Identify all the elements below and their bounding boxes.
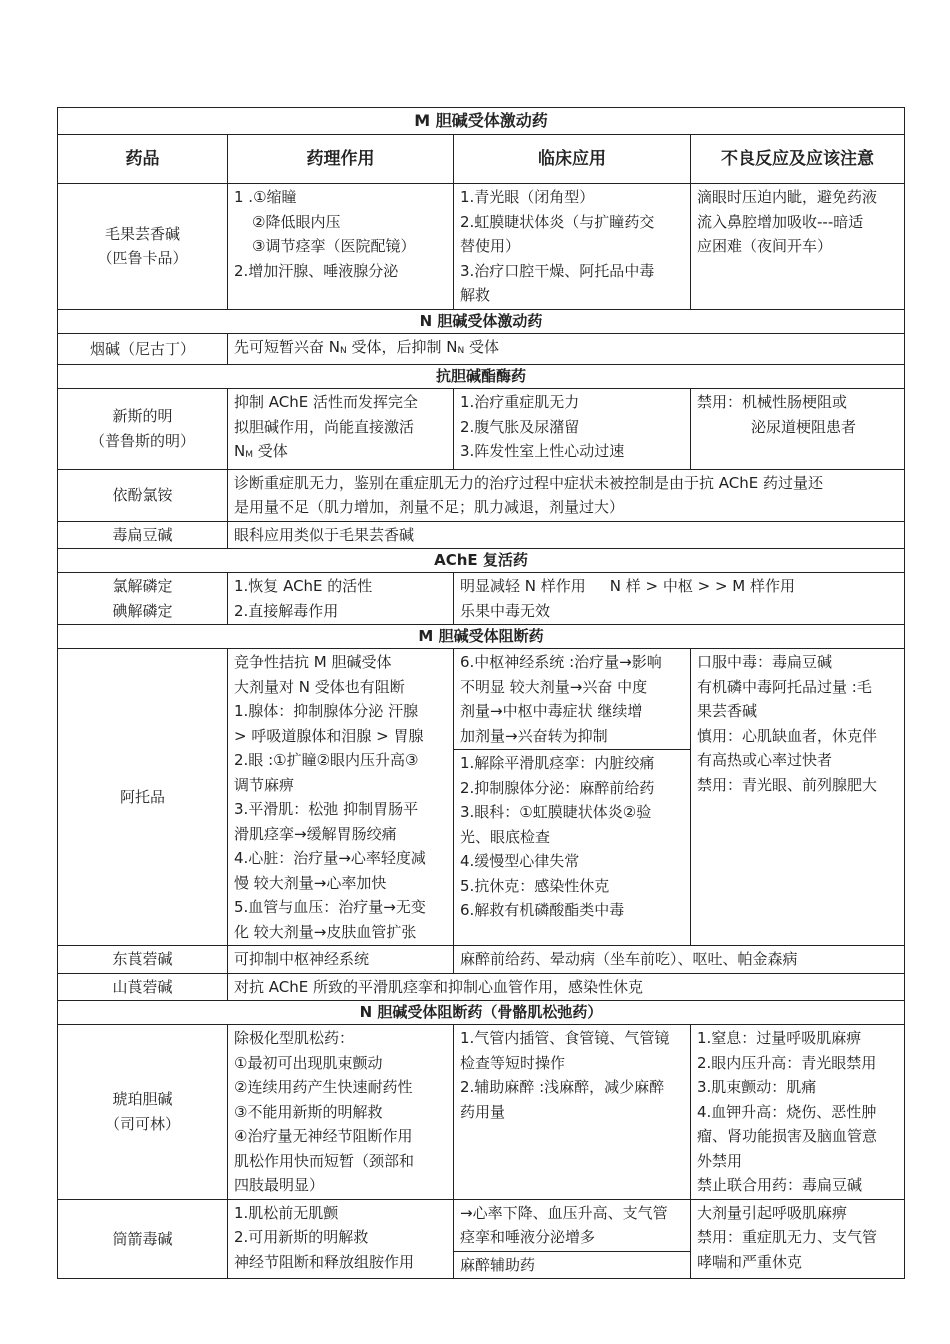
text-line: 禁用：青光眼、前列腺肥大 xyxy=(697,775,878,794)
clinical-effect-part xyxy=(454,1200,690,1251)
col-header-pharmacology: 药理作用 xyxy=(228,135,454,184)
pharmacology-cell: 可抑制中枢神经系统 xyxy=(228,946,454,974)
text-part: 受体，后抑制 N xyxy=(346,337,458,356)
row-pilocarpine xyxy=(58,184,905,310)
text-line: 流入鼻腔增加吸收---暗适 xyxy=(697,212,864,231)
text-line: 1.腺体：抑制腺体分泌 汗腺 xyxy=(234,702,419,720)
text-line: 解救 xyxy=(460,286,491,304)
drug-alias: （普鲁斯的明） xyxy=(89,431,195,450)
text-line xyxy=(234,439,447,468)
drug-name-cell xyxy=(58,573,228,625)
text-line: 5.血管与血压：治疗量→无变 xyxy=(234,898,426,916)
text-line: 调节麻痹 xyxy=(234,775,295,794)
text-line: 2.眼 :①扩瞳②眼内压升高③ xyxy=(234,751,419,769)
clinical-use-part xyxy=(454,1251,690,1279)
text-line: 哮喘和严重休克 xyxy=(697,1252,803,1271)
text-line: 泌尿道梗阻患者 xyxy=(751,417,857,436)
text-part: 受体 xyxy=(253,442,288,460)
text-line: 果芸香碱 xyxy=(697,702,758,720)
adverse-cell xyxy=(691,649,905,946)
description-cell: 对抗 AChE 所致的平滑肌痉挛和抑制心血管作用，感染性休克 xyxy=(228,973,905,1001)
text-line: 2.辅助麻醉 :浅麻醉，减少麻醉 xyxy=(460,1078,665,1096)
text-line: 禁止联合用药：毒扁豆碱 xyxy=(697,1176,863,1194)
text-line: 5.抗休克：感染性休克 xyxy=(460,876,610,895)
text-line: 1.青光眼（闭角型） xyxy=(460,188,595,206)
text-part: 受体 xyxy=(464,337,500,356)
drug-name: 山莨菪碱 xyxy=(58,973,228,1001)
adverse-cell xyxy=(691,389,905,470)
text-line: 有机磷中毒阿托品过量 :毛 xyxy=(697,677,872,696)
adverse-cell xyxy=(691,184,905,310)
text-line: 大剂量对 N 受体也有阻断 xyxy=(234,677,405,696)
text-line: 不明显 较大剂量→兴奋 中度 xyxy=(460,677,648,696)
drug-name-cell xyxy=(58,1025,228,1200)
text-line: 3.肌束颤动：肌痛 xyxy=(697,1078,817,1096)
text-line: 神经节阻断和释放组胺作用 xyxy=(234,1252,415,1271)
clinical-cell xyxy=(454,1199,691,1279)
text-line: 1.解除平滑肌痉挛：内脏绞痛 xyxy=(460,754,655,772)
text-line: →心率下降、血压升高、支气管 xyxy=(460,1203,668,1222)
text-line: 1.治疗重症肌无力 xyxy=(460,393,580,411)
text-line: 药用量 xyxy=(460,1102,506,1121)
text-line: 化 较大剂量→皮肤血管扩张 xyxy=(234,922,417,941)
text-line: ①最初可出现肌束颤动 xyxy=(234,1053,383,1072)
text-line: 抑制 AChE 活性而发挥完全 xyxy=(234,393,418,411)
clinical-uses-part xyxy=(454,749,690,924)
text-line: 1.窒息：过量呼吸肌麻痹 xyxy=(697,1029,862,1047)
text-line: 是用量不足（肌力增加，剂量不足；肌力减退，剂量过大） xyxy=(234,498,625,516)
clinical-cell xyxy=(454,1025,691,1200)
text-line: 光、眼底检查 xyxy=(460,827,551,846)
col-header-clinical: 临床应用 xyxy=(454,135,691,184)
drug-alias: （司可林） xyxy=(104,1114,180,1133)
text-line: 有高热或心率过快者 xyxy=(697,751,833,769)
drug-name: 筒箭毒碱 xyxy=(58,1199,228,1279)
drug-name: 毛果芸香碱 xyxy=(104,224,180,243)
text-line: 4.心脏：治疗量→心率轻度减 xyxy=(234,849,426,867)
text-line: 3.阵发性室上性心动过速 xyxy=(460,442,625,460)
row-tubocurarine xyxy=(58,1199,905,1279)
drug-name: 烟碱（尼古丁） xyxy=(58,333,228,365)
text-line: 3.眼科：①虹膜睫状体炎②验 xyxy=(460,803,652,821)
text-line: 四肢最明显） xyxy=(234,1176,325,1194)
text-line: 加剂量→兴奋转为抑制 xyxy=(460,726,608,745)
text-line: 2.增加汗腺、唾液腺分泌 xyxy=(234,261,399,280)
text-part: 先可短暂兴奋 N xyxy=(234,337,340,356)
text-line: 检查等短时操作 xyxy=(460,1053,566,1072)
text-line: 6.中枢神经系统 :治疗量→影响 xyxy=(460,653,662,671)
text-line: 6.解救有机磷酸酯类中毒 xyxy=(460,901,625,919)
pharmacology-cell xyxy=(228,573,454,625)
subscript: N xyxy=(457,345,465,356)
text-line: 1.肌松前无肌颤 xyxy=(234,1203,339,1222)
text-line: 4.血钾升高：烧伤、恶性肿 xyxy=(697,1102,877,1121)
row-succinylcholine xyxy=(58,1025,905,1200)
text-line: 乐果中毒无效 xyxy=(460,601,551,620)
clinical-cell xyxy=(454,389,691,470)
text-line: 4.缓慢型心律失常 xyxy=(460,852,580,870)
text-part: N xyxy=(234,442,246,460)
clinical-cell: 麻醉前给药、晕动病（坐车前吃）、呕吐、帕金森病 xyxy=(454,946,905,974)
text-line: 慎用：心肌缺血者，休克伴 xyxy=(697,726,878,745)
text-part: 明显减轻 N 样作用 xyxy=(460,577,586,595)
row-atropine xyxy=(58,649,905,946)
section-m-blocker: M 胆碱受体阻断药 xyxy=(58,625,905,649)
text-line xyxy=(460,574,898,599)
text-line: 竞争性拮抗 M 胆碱受体 xyxy=(234,653,392,671)
text-line: 肌松作用快而短暂（颈部和 xyxy=(234,1151,415,1170)
text-line: 剂量→中枢中毒症状 继续增 xyxy=(460,702,643,720)
drug-table xyxy=(57,107,905,1279)
text-part: N 样 > 中枢 > > M 样作用 xyxy=(609,577,796,595)
col-header-adverse: 不良反应及应该注意 xyxy=(691,135,905,184)
row-nicotine xyxy=(58,333,905,365)
text-line: 除极化型肌松药： xyxy=(234,1029,355,1047)
text-line: 口服中毒：毒扁豆碱 xyxy=(697,653,833,671)
text-line: 应困难（夜间开车） xyxy=(697,237,833,255)
drug-name: 依酚氯铵 xyxy=(58,469,228,521)
text-line: ④治疗量无神经节阻断作用 xyxy=(234,1127,413,1145)
text-line: 诊断重症肌无力，鉴别在重症肌无力的治疗过程中症状未被控制是由于抗 AChE 药过量还 xyxy=(234,473,823,492)
section-n-agonist: N 胆碱受体激动药 xyxy=(58,309,905,333)
row-neostigmine xyxy=(58,389,905,470)
adverse-cell xyxy=(691,1199,905,1279)
drug-name: 东莨菪碱 xyxy=(58,946,228,974)
pharmacology-cell xyxy=(228,1199,454,1279)
text-line: 瘤、肾功能损害及脑血管意 xyxy=(697,1127,878,1145)
text-line: 1.恢复 AChE 的活性 xyxy=(234,577,373,595)
text-line: 替使用） xyxy=(460,237,521,255)
pharmacology-cell xyxy=(228,389,454,470)
clinical-cell xyxy=(454,184,691,310)
text-line: ③不能用新斯的明解救 xyxy=(234,1102,383,1121)
row-scopolamine xyxy=(58,946,905,974)
text-line: 2.眼内压升高：青光眼禁用 xyxy=(697,1053,877,1072)
description-cell xyxy=(228,333,905,365)
pharmacology-table-page xyxy=(57,107,904,1274)
section-ache-reactivator: AChE 复活药 xyxy=(58,549,905,573)
text-line: 3.平滑肌：松弛 抑制胃肠平 xyxy=(234,800,419,818)
text-line: 2.腹气胀及尿潴留 xyxy=(460,417,580,436)
text-line: ③调节痉挛（医院配镜） xyxy=(252,237,416,255)
text-line: 大剂量引起呼吸肌麻痹 xyxy=(697,1203,848,1222)
text-line: > 呼吸道腺体和泪腺 > 胃腺 xyxy=(234,726,424,745)
pharmacology-cell xyxy=(228,184,454,310)
section-m-agonist: M 胆碱受体激动药 xyxy=(58,108,905,135)
clinical-cell xyxy=(454,573,905,625)
text-line: 拟胆碱作用，尚能直接激活 xyxy=(234,417,415,436)
drug-name-cell xyxy=(58,184,228,310)
text-line: 麻醉辅助药 xyxy=(460,1255,536,1274)
drug-name-cell xyxy=(58,389,228,470)
row-edrophonium xyxy=(58,469,905,521)
pharmacology-cell xyxy=(228,1025,454,1200)
clinical-cell xyxy=(454,649,691,946)
text-line: ②连续用药产生快速耐药性 xyxy=(234,1078,413,1096)
text-line: 3.治疗口腔干燥、阿托品中毒 xyxy=(460,261,655,280)
text-line: ②降低眼内压 xyxy=(252,212,341,231)
drug-name: 新斯的明 xyxy=(112,407,173,426)
section-n-blocker: N 胆碱受体阻断药（骨骼肌松弛药） xyxy=(58,1001,905,1025)
text-line: 慢 较大剂量→心率加快 xyxy=(234,873,387,892)
drug-alias: （匹鲁卡品） xyxy=(97,249,188,268)
text-line: 2.抑制腺体分泌：麻醉前给药 xyxy=(460,778,655,797)
text-line: 禁用：重症肌无力、支气管 xyxy=(697,1228,878,1246)
text-line: 禁用：机械性肠梗阻或 xyxy=(697,393,848,411)
text-line: 2.直接解毒作用 xyxy=(234,601,339,620)
drug-name: 阿托品 xyxy=(58,649,228,946)
description-cell xyxy=(228,469,905,521)
text-line: 外禁用 xyxy=(697,1151,743,1170)
text-line: 1 .①缩瞳 xyxy=(234,188,297,206)
text-line: 滴眼时压迫内眦，避免药液 xyxy=(697,188,878,206)
description-cell: 眼科应用类似于毛果芸香碱 xyxy=(228,521,905,549)
text-line: 痉挛和唾液分泌增多 xyxy=(460,1228,596,1246)
row-anisodamine xyxy=(58,973,905,1001)
pharmacology-cell xyxy=(228,649,454,946)
row-physostigmine xyxy=(58,521,905,549)
adverse-cell xyxy=(691,1025,905,1200)
drug-name: 碘解磷定 xyxy=(112,601,173,620)
col-header-drug: 药品 xyxy=(58,135,228,184)
text-line: 1.气管内插管、食管镜、气管镜 xyxy=(460,1029,670,1047)
drug-name: 毒扁豆碱 xyxy=(58,521,228,549)
row-pralidoxime xyxy=(58,573,905,625)
text-line: 滑肌痉挛→缓解胃肠绞痛 xyxy=(234,824,397,843)
text-line: 2.虹膜睫状体炎（与扩瞳药交 xyxy=(460,212,655,231)
subscript: N xyxy=(340,345,347,356)
drug-name: 氯解磷定 xyxy=(112,577,173,595)
section-anticholinesterase: 抗胆碱酯酶药 xyxy=(58,365,905,389)
text-line: 2.可用新斯的明解救 xyxy=(234,1228,369,1246)
clinical-cns-part xyxy=(454,649,690,749)
drug-name: 琥珀胆碱 xyxy=(112,1090,173,1109)
subscript: M xyxy=(245,450,253,460)
